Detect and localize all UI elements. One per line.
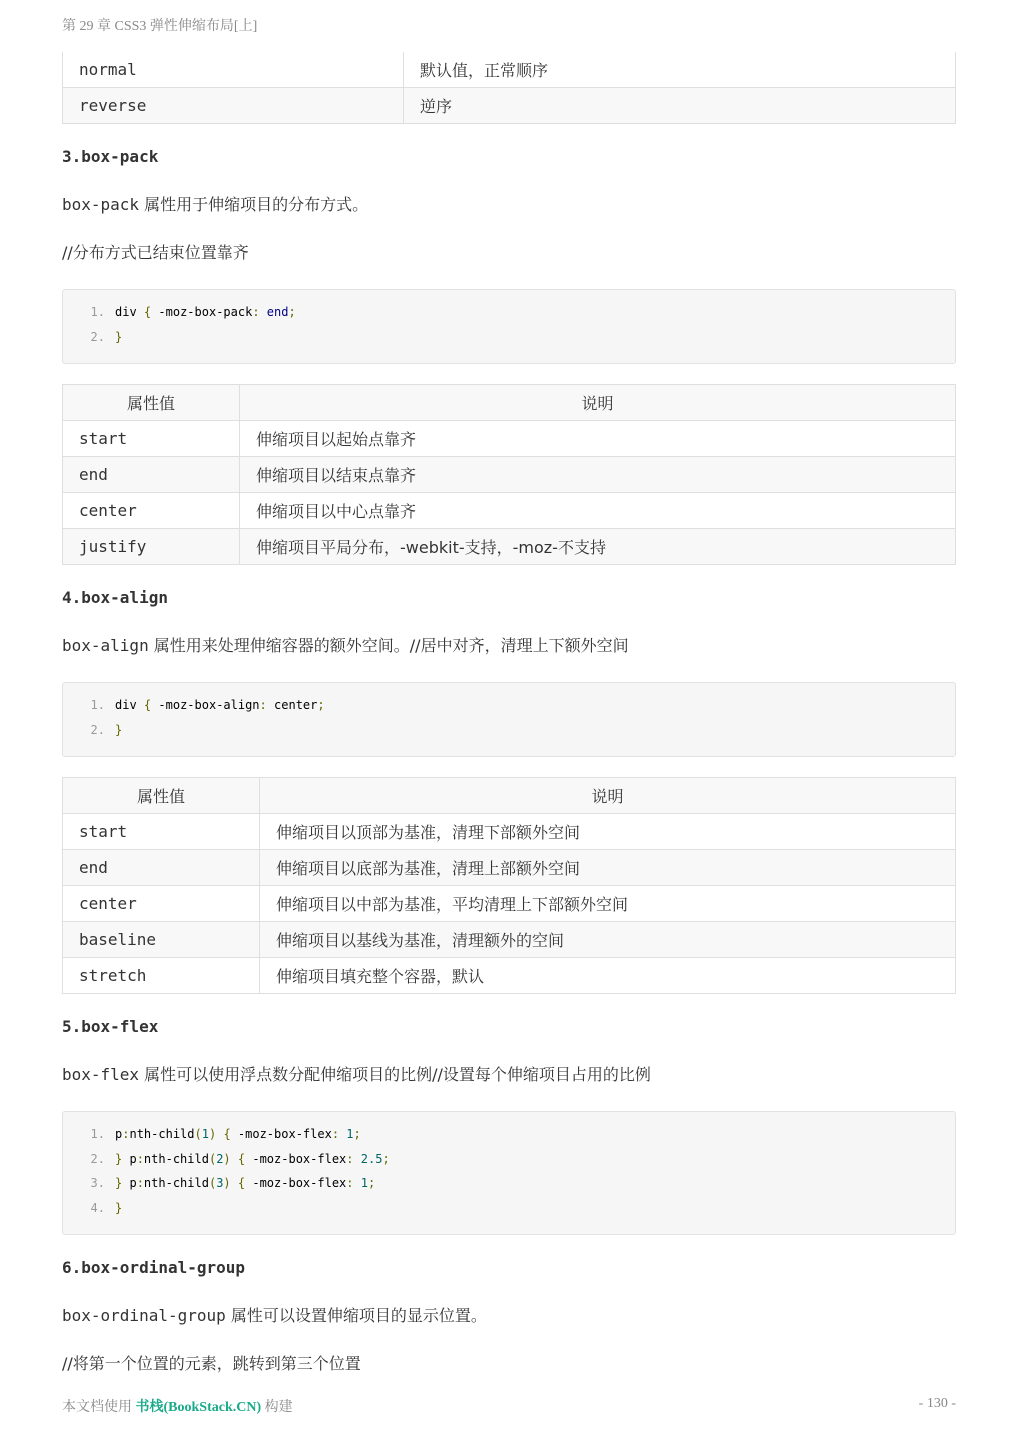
table-cell-desc: 伸缩项目以中心点靠齐 — [240, 493, 956, 529]
code-token: : — [136, 1151, 144, 1166]
line-number: 1. — [90, 698, 105, 712]
code-token: nth-child — [129, 1127, 195, 1141]
code-line: 1. div { -moz-box-align: center; — [63, 695, 955, 720]
table-header-row — [63, 778, 956, 814]
table-cell-value: reverse — [63, 88, 404, 124]
code-block — [62, 682, 956, 757]
table-cell-value: start — [63, 814, 260, 850]
code-comment-text: //将第一个位置的元素，跳转到第三个位置 — [62, 1354, 361, 1373]
section-heading-box-ordinal-group: 6.box-ordinal-group — [62, 1258, 246, 1277]
intro-text: 属性用来处理伸缩容器的额外空间。//居中对齐，清理上下额外空间 — [148, 636, 629, 655]
code-token: -moz-box-align — [158, 698, 260, 712]
page-number: - 130 - — [918, 1396, 956, 1411]
table-cell-desc: 伸缩项目平局分布，-webkit-支持，-moz-不支持 — [240, 529, 956, 565]
intro-text: 属性可以使用浮点数分配伸缩项目的比例//设置每个伸缩项目占用的比例 — [139, 1065, 651, 1084]
code-token: 3 — [216, 1176, 224, 1190]
section-intro — [62, 194, 956, 216]
inline-code: box-pack — [62, 195, 140, 214]
inline-code: box-flex — [62, 1065, 140, 1084]
code-token: div — [115, 305, 137, 319]
line-number: 4. — [90, 1200, 105, 1215]
code-token: center — [274, 698, 318, 712]
page-content — [62, 52, 956, 1375]
code-line: 1. div { -moz-box-pack: end; — [63, 302, 955, 327]
section-intro — [62, 1064, 956, 1086]
box-align-table — [62, 777, 956, 994]
inline-code: box-align — [62, 636, 149, 655]
code-token: div — [115, 698, 137, 712]
line-number: 2. — [90, 722, 105, 737]
page-header-chapter: 第 29 章 CSS3 弹性伸缩布局[上] — [62, 19, 258, 34]
table-cell-desc: 伸缩项目以顶部为基准，清理下部额外空间 — [260, 814, 956, 850]
code-token: -moz-box-flex — [252, 1176, 347, 1190]
table-cell-desc: 伸缩项目填充整个容器，默认 — [260, 958, 956, 994]
table-row — [63, 88, 956, 124]
code-line — [63, 327, 955, 352]
code-token: } — [115, 722, 123, 737]
table-cell-desc: 伸缩项目以底部为基准，清理上部额外空间 — [260, 850, 956, 886]
code-block — [62, 1111, 956, 1235]
table-cell-value: normal — [63, 52, 404, 88]
box-pack-table — [62, 384, 956, 565]
code-token: 2 — [216, 1151, 224, 1166]
table-cell-value: baseline — [63, 922, 260, 958]
code-token: 1 — [360, 1176, 368, 1190]
table-cell-desc: 逆序 — [404, 88, 956, 124]
column-header: 属性值 — [63, 385, 240, 421]
code-token: 1 — [346, 1127, 354, 1141]
table-row — [63, 457, 956, 493]
footer-prefix: 本文档使用 — [62, 1400, 136, 1415]
table-cell-value: end — [63, 457, 240, 493]
code-line: 3. } p:nth-child(3) { -moz-box-flex: 1; — [63, 1173, 955, 1198]
table-cell-desc: 伸缩项目以中部为基准，平均清理上下部额外空间 — [260, 886, 956, 922]
column-header: 属性值 — [63, 778, 260, 814]
code-token: : — [122, 1127, 130, 1141]
table-cell-value: justify — [63, 529, 240, 565]
table-row — [63, 493, 956, 529]
code-token: { — [143, 305, 152, 319]
code-token: 2.5 — [360, 1151, 383, 1166]
line-number: 1. — [90, 1127, 105, 1141]
footer-suffix: 构建 — [261, 1400, 293, 1415]
code-token: -moz-box-flex — [252, 1151, 347, 1166]
code-token: nth-child — [143, 1176, 209, 1190]
code-token: : — [136, 1176, 144, 1190]
table-cell-desc: 伸缩项目以起始点靠齐 — [240, 421, 956, 457]
code-token: } — [115, 1176, 130, 1190]
code-line: 1. p:nth-child(1) { -moz-box-flex: 1; — [63, 1124, 955, 1149]
table-row — [63, 814, 956, 850]
direction-values-table — [62, 52, 956, 124]
code-line: 2. } p:nth-child(2) { -moz-box-flex: 2.5; — [63, 1149, 955, 1174]
line-number: 3. — [90, 1176, 105, 1190]
code-token: -moz-box-flex — [237, 1127, 332, 1141]
table-row — [63, 52, 956, 88]
table-row — [63, 922, 956, 958]
intro-text: 属性用于伸缩项目的分布方式。 — [139, 195, 369, 214]
section-intro — [62, 1305, 956, 1327]
line-number: 2. — [90, 1151, 105, 1166]
table-row — [63, 886, 956, 922]
code-token: p — [129, 1176, 137, 1190]
table-cell-value: center — [63, 493, 240, 529]
code-token: nth-child — [143, 1151, 209, 1166]
footer-brand-link[interactable]: 书栈(BookStack.CN) — [135, 1400, 262, 1415]
column-header: 说明 — [260, 778, 956, 814]
code-token: -moz-box-pack — [158, 305, 253, 319]
code-token: p — [115, 1127, 123, 1141]
table-cell-value: start — [63, 421, 240, 457]
page-footer — [62, 1396, 293, 1416]
code-line — [63, 720, 955, 745]
table-cell-desc: 伸缩项目以结束点靠齐 — [240, 457, 956, 493]
code-token: } — [115, 1151, 130, 1166]
table-row — [63, 529, 956, 565]
section-heading-box-flex: 5.box-flex — [62, 1017, 159, 1036]
line-number: 2. — [90, 329, 105, 344]
table-cell-value: center — [63, 886, 260, 922]
code-token: end — [266, 305, 289, 319]
section-intro — [62, 635, 956, 657]
code-token: { — [143, 698, 152, 712]
code-token: 1 — [201, 1127, 209, 1141]
table-row — [63, 958, 956, 994]
table-cell-value: end — [63, 850, 260, 886]
section-heading-box-pack: 3.box-pack — [62, 147, 159, 166]
inline-code: box-ordinal-group — [62, 1306, 226, 1325]
code-comment-text: //分布方式已结束位置靠齐 — [62, 243, 249, 262]
code-line — [63, 1198, 955, 1223]
table-cell-desc: 伸缩项目以基线为基准，清理额外的空间 — [260, 922, 956, 958]
column-header: 说明 — [240, 385, 956, 421]
table-row — [63, 421, 956, 457]
line-number: 1. — [90, 305, 105, 319]
code-block — [62, 289, 956, 364]
table-cell-desc: 默认值，正常顺序 — [404, 52, 956, 88]
code-token: p — [129, 1151, 137, 1166]
section-heading-box-align: 4.box-align — [62, 588, 168, 607]
table-row — [63, 850, 956, 886]
table-header-row — [63, 385, 956, 421]
intro-text: 属性可以设置伸缩项目的显示位置。 — [225, 1306, 487, 1325]
code-token: } — [115, 1200, 123, 1215]
code-token: } — [115, 329, 123, 344]
table-cell-value: stretch — [63, 958, 260, 994]
